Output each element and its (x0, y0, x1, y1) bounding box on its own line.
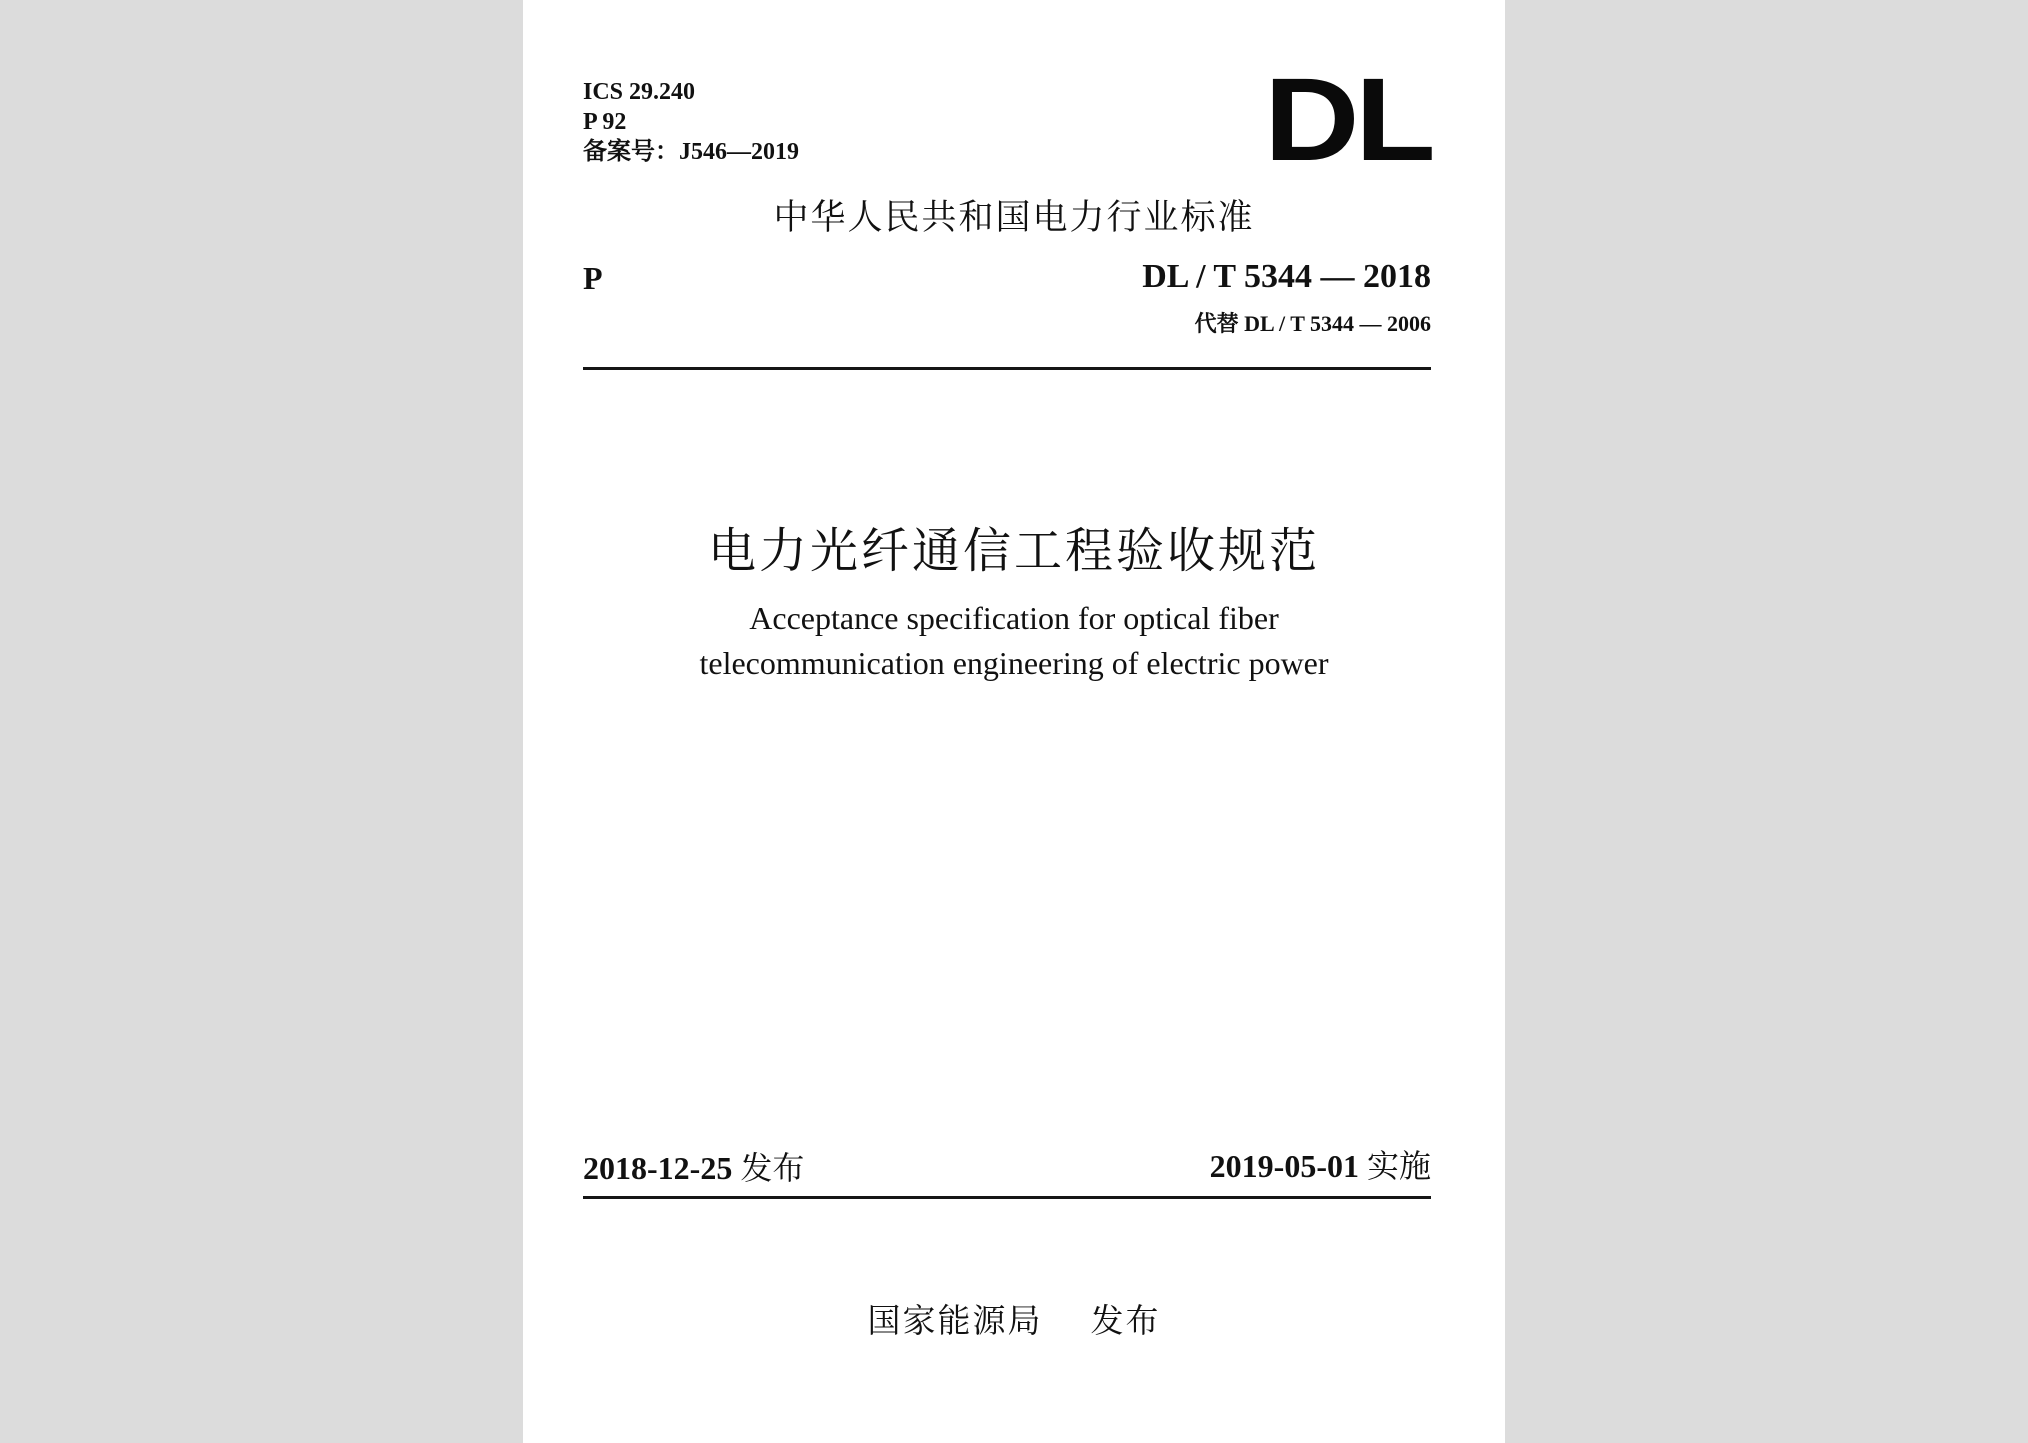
category-code: P (583, 260, 603, 296)
title-chinese: 电力光纤通信工程验收规范 (707, 523, 1320, 579)
standard-cover-page (523, 0, 1505, 1443)
implement-label: 实施 (1366, 1147, 1431, 1185)
standard-code: DL / T 5344 — 2018 (1142, 258, 1431, 295)
implement-date-block (1210, 1141, 1431, 1187)
issuer-line (523, 1295, 1505, 1342)
ccs-code: P 92 (583, 109, 627, 135)
title-english-line-2: telecommunication engineering of electric power (699, 645, 1329, 681)
release-label: 发布 (740, 1149, 805, 1187)
ics-code: ICS 29.240 (583, 79, 696, 105)
dl-logo: DL (1263, 54, 1431, 186)
release-date: 2018-12-25 (583, 1150, 733, 1186)
replaces-standard: 代替 DL / T 5344 — 2006 (1194, 311, 1431, 336)
record-number: 备案号：J546—2019 (583, 139, 799, 165)
implement-date: 2019-05-01 (1209, 1148, 1359, 1184)
industry-standard-title: 中华人民共和国电力行业标准 (773, 198, 1255, 238)
issuer-action: 发布 (1090, 1301, 1161, 1340)
release-date-block (583, 1143, 804, 1189)
title-english-line-1: Acceptance specification for optical fiber (749, 600, 1279, 636)
issuer-name: 国家能源局 (867, 1301, 1043, 1340)
top-divider (583, 367, 1431, 370)
bottom-divider (583, 1196, 1431, 1199)
